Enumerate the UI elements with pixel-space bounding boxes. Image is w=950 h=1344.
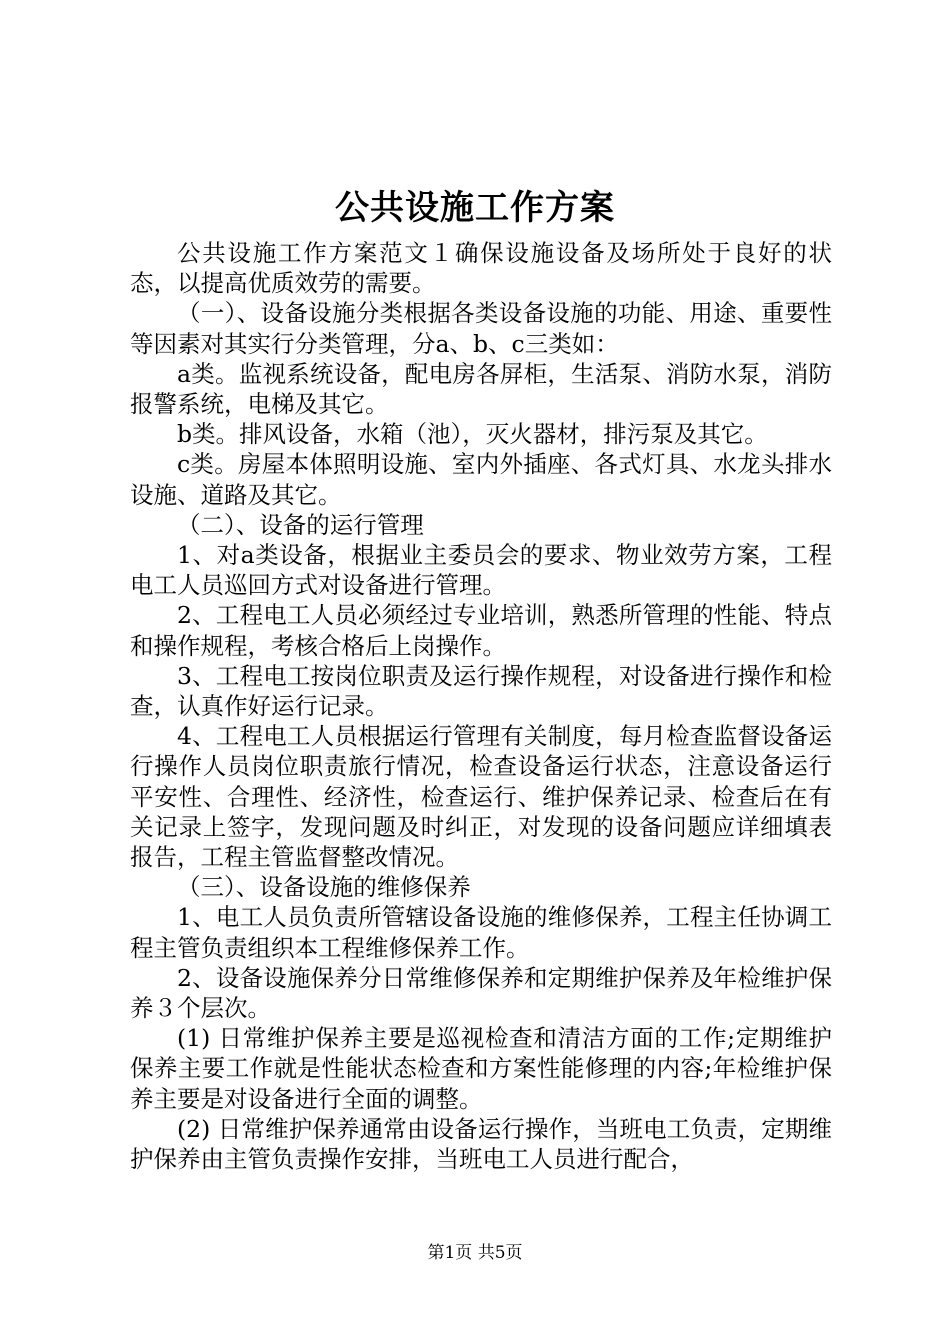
- paragraph: （一）、设备设施分类根据各类设备设施的功能、用途、重要性等因素对其实行分类管理，分a、b、c三类如：: [130, 299, 832, 358]
- paragraph: 1、电工人员负责所管辖设备设施的维修保养，工程主任协调工程主管负责组织本工程维修保养工作。: [130, 903, 832, 962]
- paragraph: b类。排风设备，水箱（池），灭火器材，排污泵及其它。: [177, 420, 768, 449]
- paragraph: 2、设备设施保养分日常维修保养和定期维护保养及年检维护保养３个层次。: [130, 963, 832, 1023]
- page-number-footer: 第1页 共5页: [427, 1243, 523, 1263]
- paragraph: a类。监视系统设备，配电房各屏柜，生活泵、消防水泵，消防报警系统，电梯及其它。: [130, 359, 832, 419]
- paragraph: (2) 日常维护保养通常由设备运行操作，当班电工负责，定期维护保养由主管负责操作安排，当班电工人员进行配合，: [130, 1114, 832, 1174]
- paragraph: (1) 日常维护保养主要是巡视检查和清洁方面的工作;定期维护保养主要工作就是性能状态检查和方案性能修理的内容;年检维护保养主要是对设备进行全面的调整。: [130, 1024, 832, 1113]
- paragraph: 1、对a类设备，根据业主委员会的要求、物业效劳方案，工程电工人员巡回方式对设备进行管理。: [130, 541, 832, 600]
- section-heading: （三）、设备设施的维修保养: [177, 873, 471, 902]
- paragraph: c类。房屋本体照明设施、室内外插座、各式灯具、水龙头排水设施、道路及其它。: [130, 450, 832, 509]
- paragraph: 4、工程电工人员根据运行管理有关制度，每月检查监督设备运行操作人员岗位职责旅行情况，检查设备运行状态，注意设备运行平安性、合理性、经济性，检查运行、维护保养记录、检查后在有关记录上签字，发现问题及时纠正，对发现的设备问题应详细填表报告，工程主管监督整改情况。: [130, 722, 832, 872]
- document-title: 公共设施工作方案: [335, 188, 615, 228]
- paragraph: 2、工程电工人员必须经过专业培训，熟悉所管理的性能、特点和操作规程，考核合格后上岗操作。: [130, 601, 832, 660]
- document-body: [130, 238, 832, 1174]
- paragraph: 3、工程电工按岗位职责及运行操作规程，对设备进行操作和检查，认真作好运行记录。: [130, 661, 832, 721]
- section-heading: （二）、设备的运行管理: [177, 510, 424, 539]
- paragraph: 公共设施工作方案范文１确保设施设备及场所处于良好的状态，以提高优质效劳的需要。: [130, 239, 832, 298]
